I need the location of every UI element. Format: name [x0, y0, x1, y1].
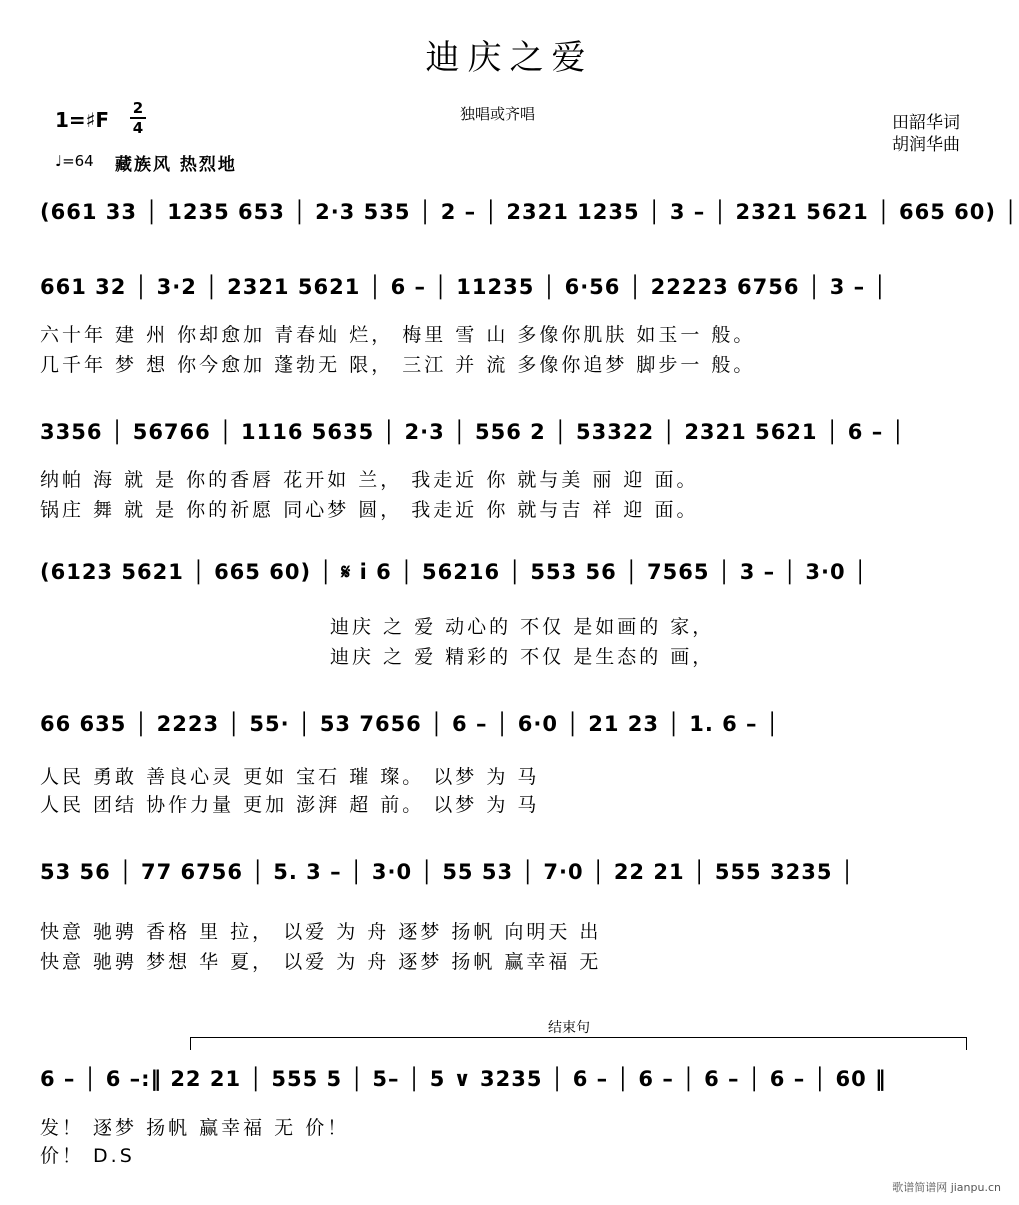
- notation-line: 3356 │ 56766 │ 1116 5635 │ 2·3 │ 556 2 │ 53322 │ 2321 5621 │ 6 – │: [40, 420, 906, 444]
- lyrics-verse-2: 人民 团结 协作力量 更加 澎湃 超 前。 以梦 为 马: [40, 794, 540, 816]
- lyrics-verse-2: 快意 驰骋 梦想 华 夏， 以爱 为 舟 逐梦 扬帆 赢幸福 无: [40, 951, 602, 973]
- ending-label: 结束句: [548, 1020, 590, 1036]
- notation-line: 53 56 │ 77 6756 │ 5. 3 – │ 3·0 │ 55 53 │ 7·0 │ 22 21 │ 555 3235 │: [40, 860, 855, 884]
- notation-line: 661 32 │ 3·2 │ 2321 5621 │ 6 – │ 11235 │ 6·56 │ 22223 6756 │ 3 – │: [40, 275, 888, 299]
- lyrics-verse-2: 几千年 梦 想 你今愈加 蓬勃无 限， 三江 并 流 多像你追梦 脚步一 般。: [40, 354, 756, 376]
- tempo-marking: ♩=64: [55, 152, 94, 170]
- lyrics-verse-1: 纳帕 海 就 是 你的香唇 花开如 兰， 我走近 你 就与美 丽 迎 面。: [40, 469, 699, 491]
- key-signature: 1=♯F: [55, 108, 110, 132]
- lyrics-verse-1: 发！ 逐梦 扬帆 赢幸福 无 价！: [40, 1117, 350, 1139]
- lyrics-verse-1: 快意 驰骋 香格 里 拉， 以爱 为 舟 逐梦 扬帆 向明天 出: [40, 921, 602, 943]
- watermark: 歌谱简谱网 jianpu.cn: [892, 1181, 1001, 1194]
- lyrics-verse-1: 六十年 建 州 你却愈加 青春灿 烂， 梅里 雪 山 多像你肌肤 如玉一 般。: [40, 324, 756, 346]
- lyricist-credit: 田韶华词: [892, 113, 960, 133]
- ending-bracket: [190, 1037, 967, 1050]
- meter-bottom: 4: [132, 119, 144, 137]
- composer-credit: 胡润华曲: [892, 135, 960, 155]
- time-signature: [130, 100, 146, 136]
- notation-line: 6 – │ 6 –:‖ 22 21 │ 555 5 │ 5– │ 5 ∨ 3235 │ 6 – │ 6 – │ 6 – │ 6 – │ 60 ‖: [40, 1067, 887, 1091]
- notation-line: (6123 5621 │ 665 60) │ 𝄋 i 6 │ 56216 │ 553 56 │ 7565 │ 3 – │ 3·0 │: [40, 560, 868, 584]
- lyrics-verse-1: 迪庆 之 爱 动心的 不仅 是如画的 家，: [330, 616, 715, 638]
- meter-top: 2: [132, 99, 144, 117]
- lyrics-verse-2: 锅庄 舞 就 是 你的祈愿 同心梦 圆， 我走近 你 就与吉 祥 迎 面。: [40, 499, 699, 521]
- notation-line: (661 33 │ 1235 653 │ 2·3 535 │ 2 – │ 2321 1235 │ 3 – │ 2321 5621 │ 665 60) │: [40, 200, 1018, 224]
- performance-note: 独唱或齐唱: [460, 105, 536, 123]
- lyrics-verse-1: 人民 勇敢 善良心灵 更如 宝石 璀 璨。 以梦 为 马: [40, 766, 540, 788]
- style-marking: 藏族风 热烈地: [115, 155, 237, 175]
- lyrics-verse-2: 价！ D.S: [40, 1145, 135, 1167]
- song-title: 迪庆之爱: [425, 38, 594, 78]
- notation-line: 66 635 │ 2223 │ 55· │ 53 7656 │ 6 – │ 6·0 │ 21 23 │ 1. 6 – │: [40, 712, 780, 736]
- lyrics-verse-2: 迪庆 之 爱 精彩的 不仅 是生态的 画，: [330, 646, 715, 668]
